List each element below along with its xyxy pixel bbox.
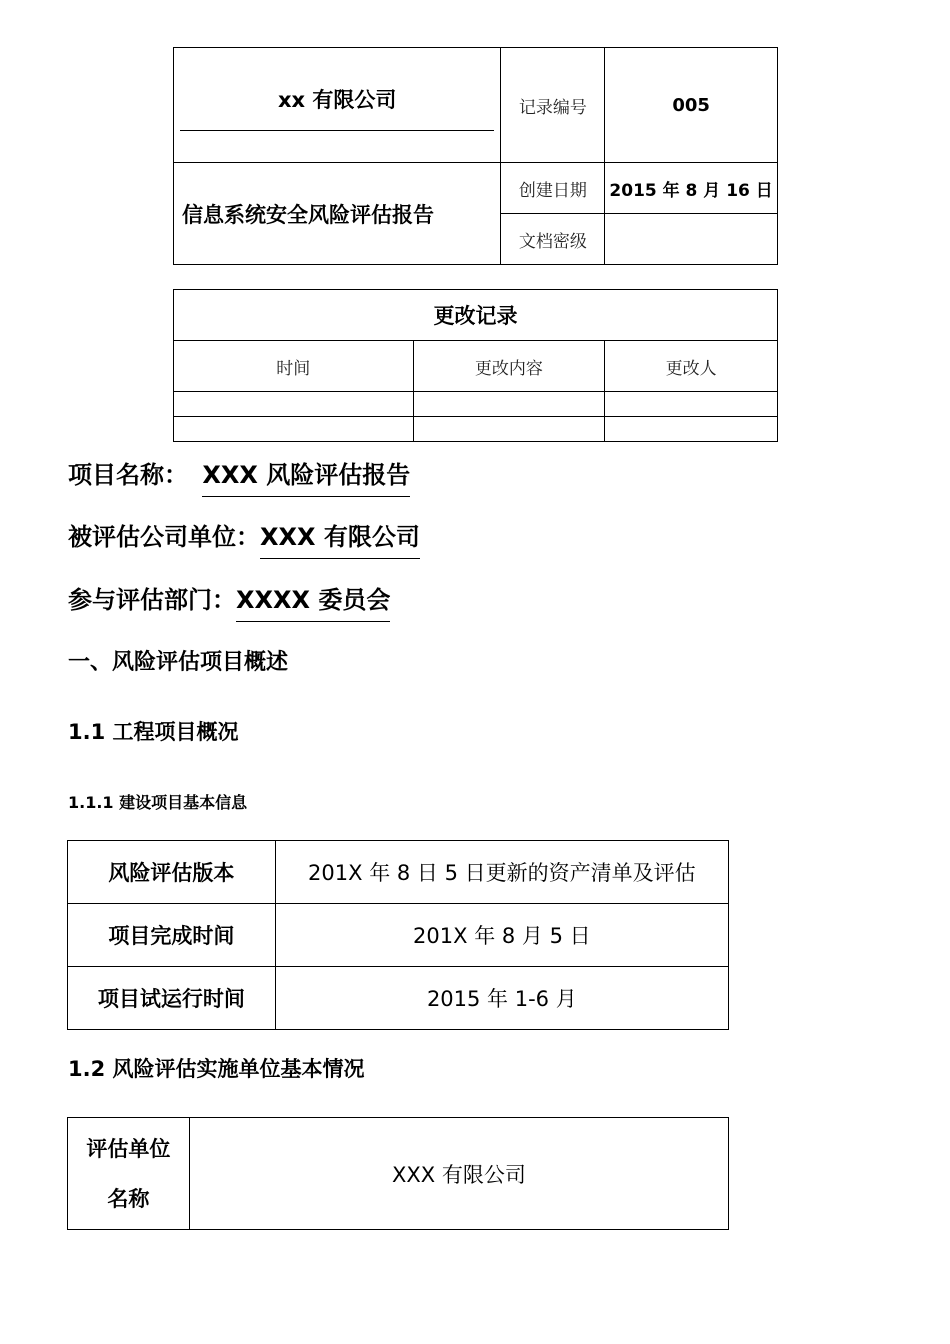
change-log-title: 更改记录: [174, 290, 778, 341]
project-name-label: 项目名称：: [68, 461, 188, 489]
record-no-label: 记录编号: [501, 48, 605, 163]
assessor-label-line2: 名称: [107, 1186, 150, 1211]
department-value: XXXX 委员会: [236, 580, 390, 622]
change-log-cell: [605, 417, 778, 442]
secrecy-value: [605, 214, 778, 265]
project-info-table: [67, 840, 729, 1030]
assessor-label-line1: 评估单位: [86, 1136, 171, 1161]
change-log-table: [173, 289, 778, 442]
section-heading-1-1: 1.1 工程项目概况: [68, 720, 239, 744]
assessor-table: [67, 1117, 729, 1230]
project-name-field: [68, 455, 410, 497]
company-name: xx 有限公司: [278, 88, 397, 112]
document-header-table: [173, 47, 778, 265]
department-label: 参与评估部门：: [68, 586, 236, 614]
change-log-col-time: 时间: [174, 341, 414, 392]
assessed-company-label: 被评估公司单位：: [68, 523, 260, 551]
assessed-company-field: [68, 517, 420, 559]
project-info-value: 201X 年 8 日 5 日更新的资产清单及评估: [275, 841, 728, 904]
change-log-cell: [413, 392, 605, 417]
change-log-cell: [174, 392, 414, 417]
project-info-value: 2015 年 1-6 月: [275, 967, 728, 1030]
project-name-value: XXX 风险评估报告: [202, 455, 410, 497]
change-log-cell: [413, 417, 605, 442]
report-title: 信息系统安全风险评估报告: [174, 163, 501, 265]
created-date-value: 2015 年 8 月 16 日: [605, 163, 778, 214]
change-log-cell: [605, 392, 778, 417]
change-log-cell: [174, 417, 414, 442]
section-heading-1-1-1: 1.1.1 建设项目基本信息: [68, 793, 248, 812]
change-log-col-person: 更改人: [605, 341, 778, 392]
assessed-company-value: XXX 有限公司: [260, 517, 420, 559]
project-info-label: 风险评估版本: [68, 841, 276, 904]
secrecy-label: 文档密级: [501, 214, 605, 265]
section-heading-1: 一、风险评估项目概述: [68, 650, 289, 675]
change-log-col-content: 更改内容: [413, 341, 605, 392]
company-cell: [174, 48, 501, 163]
created-date-label: 创建日期: [501, 163, 605, 214]
project-info-value: 201X 年 8 月 5 日: [275, 904, 728, 967]
company-underline: [180, 130, 494, 131]
department-field: [68, 580, 390, 622]
assessor-value: XXX 有限公司: [189, 1118, 728, 1230]
project-info-label: 项目完成时间: [68, 904, 276, 967]
section-heading-1-2: 1.2 风险评估实施单位基本情况: [68, 1057, 365, 1081]
project-info-label: 项目试运行时间: [68, 967, 276, 1030]
assessor-label: [68, 1118, 190, 1230]
record-no-value: 005: [605, 48, 778, 163]
